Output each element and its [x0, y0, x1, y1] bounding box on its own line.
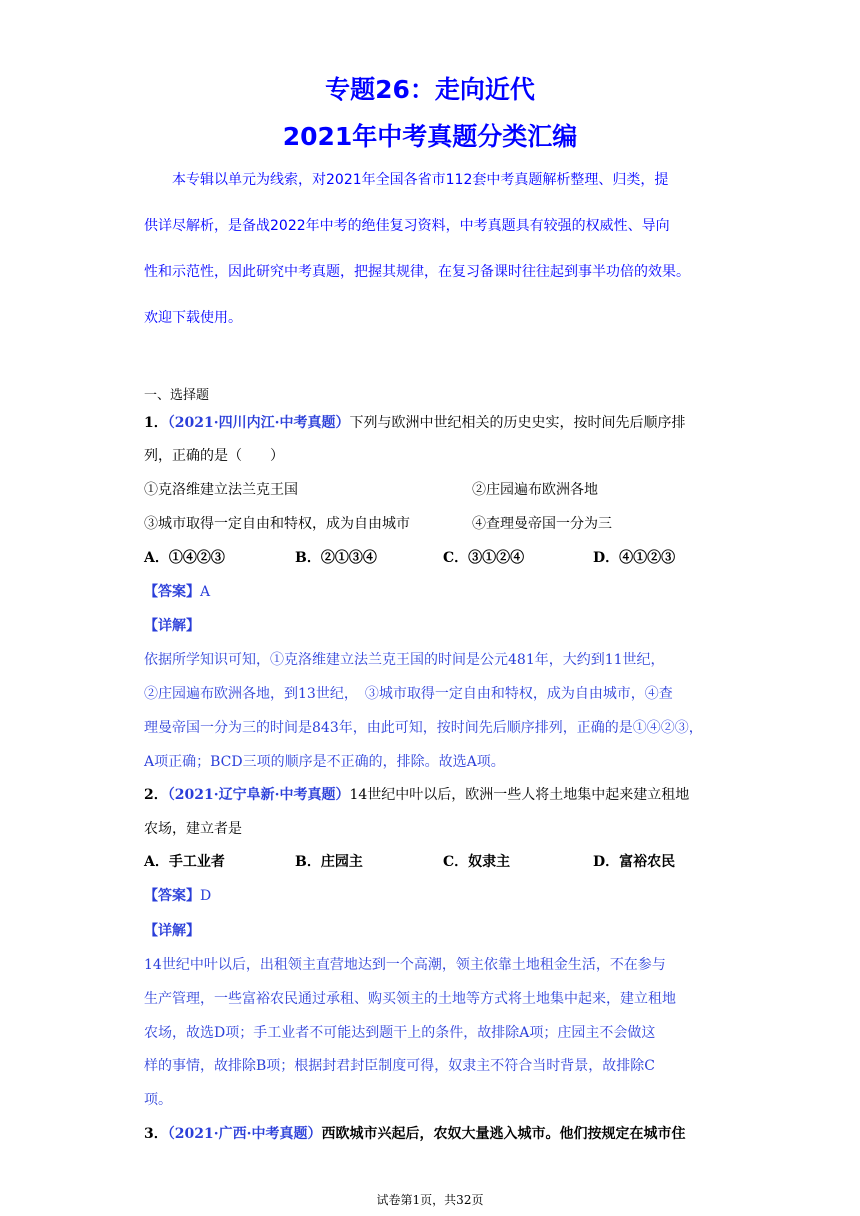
answer-tag: 【答案】: [144, 888, 200, 904]
q2-detail-line: 生产管理，一些富裕农民通过承租、购买领主的土地等方式将土地集中起来，建立租地: [144, 991, 676, 1007]
document-subtitle: 2021年中考真题分类汇编: [282, 122, 578, 151]
q2-detail-line: 项。: [144, 1092, 172, 1108]
q1-detail-line: 依据所学知识可知，①克洛维建立法兰克王国的时间是公元481年，大约到11世纪，: [144, 652, 665, 668]
intro-line: 本专辑以单元为线索，对2021年全国各省市112套中考真题解析整理、归类，提: [144, 172, 669, 188]
question-source: （2021·广西·中考真题）: [167, 1126, 322, 1142]
page-footer: 试卷第1页，共32页: [376, 1193, 484, 1207]
q2-answer: [144, 885, 211, 905]
q1-detail-line: ②庄园遍布欧洲各地，到13世纪， ③城市取得一定自由和特权，成为自由城市，④查: [144, 686, 673, 702]
question-source: （2021·四川内江·中考真题）: [167, 415, 350, 431]
document-title: 专题26：走向近代: [325, 75, 535, 104]
q2-detail-line: 农场，故选D项；手工业者不可能达到题干上的条件，故排除A项；庄园主不会做这: [144, 1025, 656, 1041]
intro-line: 欢迎下载使用。: [144, 310, 242, 326]
q2-option-a: A．手工业者: [144, 854, 225, 870]
q2-option-c: C．奴隶主: [443, 854, 511, 870]
q2-detail-tag: 【详解】: [144, 923, 200, 939]
answer-value: D: [200, 888, 212, 904]
intro-line: 供详尽解析，是备战2022年中考的绝佳复习资料，中考真题具有较强的权威性、导向: [144, 218, 670, 234]
answer-tag: 【答案】: [144, 584, 200, 600]
question-text: 14世纪中叶以后，欧洲一些人将土地集中起来建立租地: [349, 787, 690, 803]
q1-option-c: C．③①②④: [443, 550, 525, 566]
q1-detail-line: A项正确；BCD三项的顺序是不正确的，排除。故选A项。: [144, 754, 505, 770]
q1-item-4: ④查理曼帝国一分为三: [472, 516, 612, 532]
question-number: 2．: [144, 787, 168, 803]
question-number: 3．: [144, 1126, 168, 1142]
question-1-stem-cont: 列，正确的是（ ）: [144, 448, 284, 464]
intro-line: 性和示范性，因此研究中考真题，把握其规律，在复习备课时往往起到事半功倍的效果。: [144, 264, 690, 280]
question-text: 西欧城市兴起后，农奴大量逃入城市。他们按规定在城市住: [321, 1126, 686, 1142]
q2-detail-line: 14世纪中叶以后，出租领主直营地达到一个高潮，领主依靠土地租金生活，不在参与: [144, 957, 666, 973]
q1-detail-line: 理曼帝国一分为三的时间是843年，由此可知，按时间先后顺序排列，正确的是①④②③，: [144, 720, 703, 736]
question-text: 下列与欧洲中世纪相关的历史史实，按时间先后顺序排: [349, 415, 686, 431]
answer-value: A: [200, 584, 211, 600]
question-1-stem: [144, 412, 685, 432]
q1-option-b: B．②①③④: [295, 550, 377, 566]
q2-option-d: D．富裕农民: [593, 854, 676, 870]
q1-item-2: ②庄园遍布欧洲各地: [472, 482, 598, 498]
intro-paragraph: [144, 157, 724, 341]
section-heading: 一、选择题: [144, 388, 210, 403]
q1-item-1: ①克洛维建立法兰克王国: [144, 482, 298, 498]
question-2-stem: [144, 784, 689, 804]
question-source: （2021·辽宁阜新·中考真题）: [167, 787, 350, 803]
q1-detail-tag: 【详解】: [144, 618, 200, 634]
q1-option-a: A．①④②③: [144, 550, 225, 566]
question-3-stem: [144, 1123, 685, 1143]
q1-answer: [144, 581, 210, 601]
question-number: 1．: [144, 415, 168, 431]
q1-option-d: D．④①②③: [593, 550, 676, 566]
q2-option-b: B．庄园主: [295, 854, 363, 870]
question-2-stem-cont: 农场，建立者是: [144, 821, 242, 837]
q2-detail-line: 样的事情，故排除B项；根据封君封臣制度可得，奴隶主不符合当时背景，故排除C: [144, 1058, 655, 1074]
q1-item-3: ③城市取得一定自由和特权，成为自由城市: [144, 516, 410, 532]
